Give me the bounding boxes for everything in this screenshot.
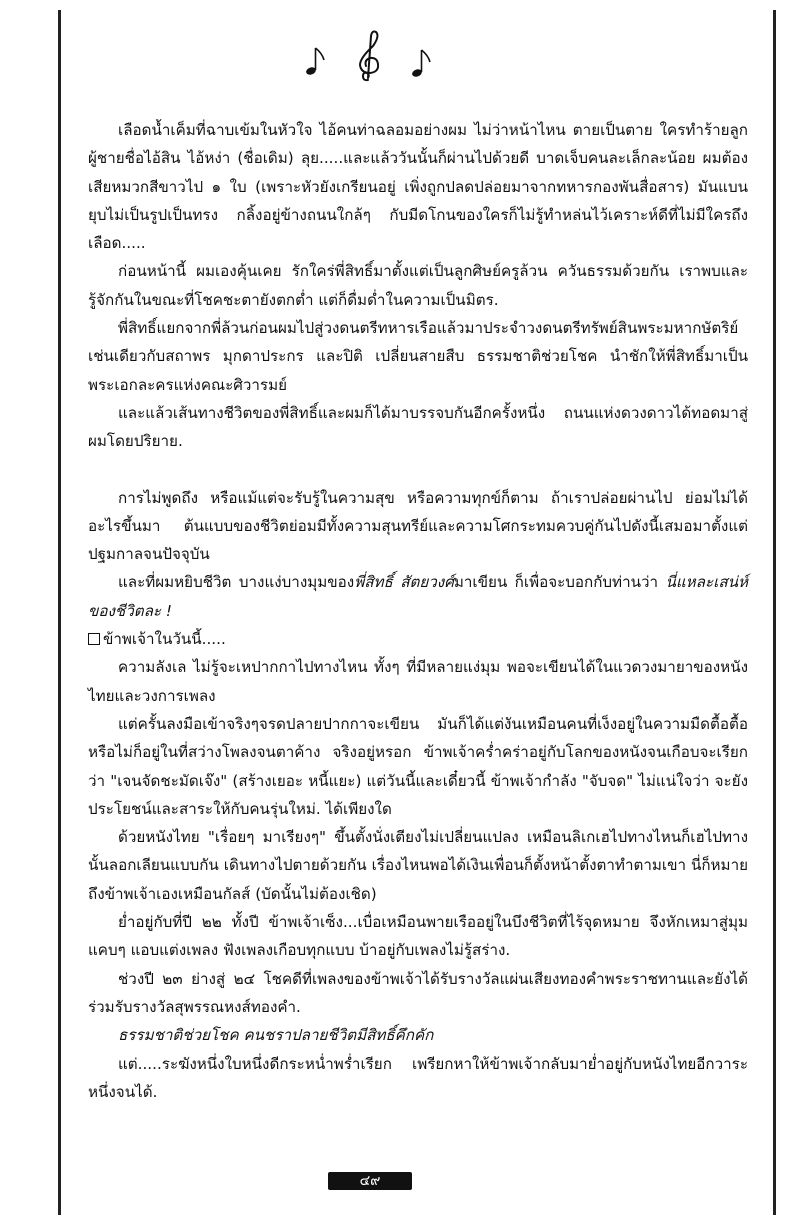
paragraph: ช่วงปี ๒๓ ย่างสู่ ๒๔ โชคดีที่เพลงของข้าพเจ้าได้รับรางวัลแผ่นเสียงทองคำพระราชทานและยังได้ร่วมรับรางวัลสุพรรณหงส์ทองคำ.	[88, 969, 748, 1016]
author-name: พี่สิทธิ์ สัตยวงศ์	[354, 573, 454, 592]
paragraph: ก่อนหน้านี้ ผมเองคุ้นเคย รักใคร่พี่สิทธิ์มาตั้งแต่เป็นลูกศิษย์ครูล้วน ควันธรรมด้วยกัน เราพบและรู้จักกันในขณะที่โชคชะตายังตกต่ำ แต่ก็ดื่มด่ำในความเป็นมิตร.	[88, 262, 748, 309]
checkbox-bullet-icon	[88, 633, 100, 645]
section-heading	[88, 625, 748, 653]
paragraph: และแล้วเส้นทางชีวิตของพี่สิทธิ์และผมก็ได้มาบรรจบกันอีกครั้งหนึ่ง ถนนแห่งดวงดาวได้ทอดมาสู่ผมโดยปริยาย.	[88, 403, 748, 451]
paragraph: พี่สิทธิ์แยกจากพี่ล้วนก่อนผมไปสู่วงดนตรีทหารเรือแล้วมาประจำวงดนตรีทรัพย์สินพระมหากษัตริย์ เช่นเดียวกับสถาพร มุกดาประกร และปิติ เปลี่ยนสายสืบ ธรรมชาติช่วยโชค นำชักให้พี่สิทธิ์มาเป็นพระเอกละครแห่งคณะศิวารมย์	[88, 319, 748, 394]
paragraph: แต่ครั้นลงมือเข้าจริงๆจรดปลายปากกาจะเขียน มันก็ได้แต่งันเหมือนคนที่เง็งอยู่ในความมืดตื้อตื้อ หรือไม่ก็อยู่ในที่สว่างโพลงจนตาค้าง จริงอยู่หรอก ข้าพเจ้าคร่ำคร่าอยู่กับโลกของหนังจนเกือบจะเรียกว่า "เจนจัดชะมัดเจ๊ง" (สร้างเยอะ หนี้แยะ) แต่วันนี้และเดี๋ยวนี้ ข้าพเจ้ากำลัง "จับจด" ไม่แน่ใจว่า จะยังประโยชน์และสาระให้กับคนรุ่นใหม่. ได้เพียงใด	[88, 714, 748, 818]
emphasis-text: นี่แหละเสน่ห์ของชีวิตละ !	[88, 573, 748, 620]
paragraph: ความลังเล ไม่รู้จะเหปากกาไปทางไหน ทั้งๆ ที่มีหลายแง่มุม พอจะเขียนได้ในแวดวงมายาของหนังไทยและวงการเพลง	[88, 658, 748, 705]
paragraph: เลือดน้ำเค็มที่ฉาบเข้มในหัวใจ ไอ้คนท่าฉลอมอย่างผม ไม่ว่าหน้าไหน ตายเป็นตาย ใครทำร้ายลูกผู้ชายชื่อไอ้สิน ไอ้หง่า (ชื่อเดิม) ลุย.....และแล้ววันนั้นก็ผ่านไปด้วยดี บาดเจ็บคนละเล็กละน้อย ผมต้องเสียหมวกสีขาวไป ๑ ใบ (เพราะหัวยังเกรียนอยู่ เพิ่งถูกปลดปล่อยมาจากทหารกองพันสื่อสาร) มันแบนยุบไม่เป็นรูปเป็นทรง กลิ้งอยู่ข้างถนนใกล้ๆ กับมีดโกนของใครก็ไม่รู้ทำหล่นไว้เคราะห์ดีที่ไม่มีใครถึงเลือด.....	[88, 121, 748, 253]
article-body	[88, 116, 748, 1106]
page-number: ๔๙	[328, 1172, 412, 1190]
paragraph: ด้วยหนังไทย "เรื่อยๆ มาเรียงๆ" ขึ้นตั้งนั่งเตียงไม่เปลี่ยนแปลง เหมือนลิเกเฮไปทางไหนก็เฮไปทางนั้นลอกเลียนแบบกัน เดินทางไปตายด้วยกัน เรื่องไหนพอได้เงินเพื่อนก็ตั้งหน้าตั้งตาทำตามเขา นี่ก็หมายถึงข้าพเจ้าเองเหมือนกัลส์ (บัดนั้นไม่ต้องเชิด)	[88, 828, 748, 903]
page-border-right	[773, 10, 776, 1215]
section-spacer	[88, 456, 748, 484]
paragraph	[88, 568, 748, 625]
paragraph: ย่ำอยู่กับที่ปี ๒๒ ทั้งปี ข้าพเจ้าเซ็ง...เบื่อเหมือนพายเรืออยู่ในบึงชีวิตที่ไร้จุดหมาย จึงหักเหมาสู่มุมแคบๆ แอบแต่งเพลง ฟังเพลงเกือบทุกแบบ บ้าอยู่กับเพลงไม่รู้สร่าง.	[88, 913, 748, 960]
eighth-note-icon	[305, 48, 324, 76]
paragraph: การไม่พูดถึง หรือแม้แต่จะรับรู้ในความสุข หรือความทุกข์ก็ตาม ถ้าเราปล่อยผ่านไป ย่อมไม่ได้อะไรขึ้นมา ต้นแบบของชีวิตย่อมมีทั้งความสุนทรีย์และความโศกระทมควบคู่กันไปดังนี้เสมอมาตั้งแต่ปฐมกาลจนปัจจุบัน	[88, 488, 748, 564]
paragraph-text: มาเขียน ก็เพื่อจะบอกกับท่านว่า	[453, 573, 666, 592]
heading-text: ข้าพเจ้าในวันนี้.....	[103, 630, 226, 649]
eighth-note-icon	[411, 50, 430, 78]
paragraph-text: และที่ผมหยิบชีวิต บางแง่บางมุมของ	[118, 573, 355, 592]
treble-clef-icon	[360, 32, 378, 81]
page-border-left	[58, 10, 61, 1215]
italic-subheading: ธรรมชาติช่วยโชค คนชราปลายชีวิตมีสิทธิ์คึกคัก	[118, 1026, 434, 1045]
music-ornament	[300, 28, 440, 84]
paragraph: แต่.....ระฆังหนึ่งใบหนึ่งดีกระหน่ำพร่ำเรียก เพรียกหาให้ข้าพเจ้ากลับมาย่ำอยู่กับหนังไทยอีกวาระหนึ่งจนได้.	[88, 1054, 748, 1101]
